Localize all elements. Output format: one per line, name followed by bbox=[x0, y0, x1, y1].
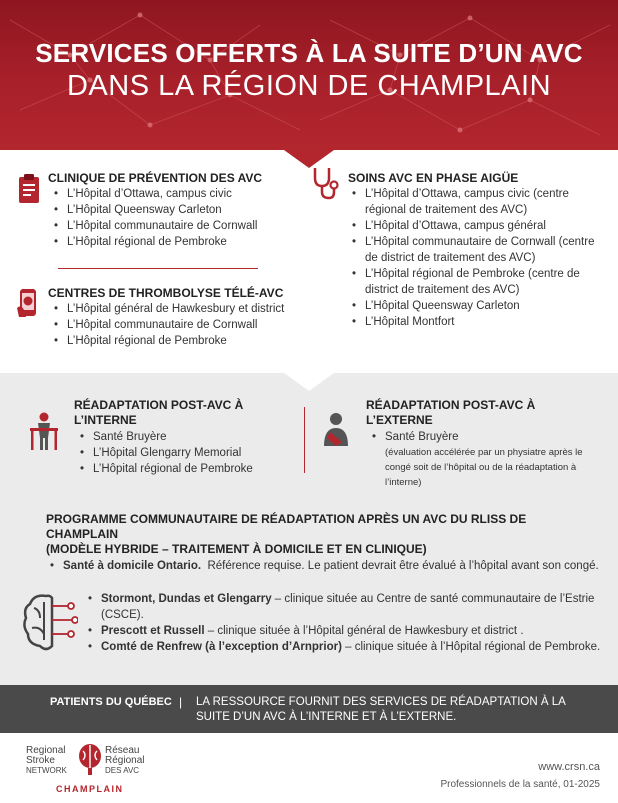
clinic-region: Stormont, Dundas et Glengarry bbox=[101, 593, 272, 605]
person-sling-icon bbox=[322, 412, 350, 448]
logo-en-1: Regional bbox=[26, 745, 66, 756]
brain-logo-icon bbox=[77, 742, 103, 776]
list-item: • L’Hôpital régional de Pembroke bbox=[54, 333, 344, 349]
quebec-text: LA RESSOURCE FOURNIT DES SERVICES DE RÉADAPTATION À LA SUITE D’UN AVC À L’INTERNE ET À L’EXTERNE. bbox=[196, 696, 566, 723]
clinic-region: Prescott et Russell bbox=[101, 625, 205, 637]
community-subtitle: (MODÈLE HYBRIDE – TRAITEMENT À DOMICILE ET EN CLINIQUE) bbox=[46, 542, 427, 556]
quebec-label: PATIENTS DU QUÉBEC bbox=[50, 696, 172, 708]
list-item: • L’Hôpital régional de Pembroke bbox=[54, 234, 304, 250]
outpatient-note: (évaluation accélérée par un physiatre après le congé soit de l’hôpital ou de la réadaptation à l’interne) bbox=[385, 447, 583, 488]
list-item: • Santé Bruyère bbox=[80, 429, 280, 445]
list-item: • L’Hôpital Montfort bbox=[352, 314, 602, 330]
title-line-1: SERVICES OFFERTS À LA SUITE D’UN AVC bbox=[35, 38, 583, 68]
divider bbox=[304, 407, 305, 473]
prevention-title: CLINIQUE DE PRÉVENTION DES AVC bbox=[48, 171, 263, 185]
telestroke-title: CENTRES DE THROMBOLYSE TÉLÉ-AVC bbox=[48, 286, 284, 300]
logo-region: CHAMPLAIN bbox=[56, 784, 124, 794]
logo-fr-1: Réseau bbox=[105, 745, 140, 756]
footer-url[interactable]: www.crsn.ca bbox=[538, 761, 600, 773]
logo-fr-3: DES AVC bbox=[105, 766, 140, 775]
list-item: • L’Hôpital Queensway Carleton bbox=[352, 298, 602, 314]
logo-en-3: NETWORK bbox=[26, 766, 67, 775]
outpatient-list bbox=[372, 429, 602, 490]
quebec-banner bbox=[0, 685, 618, 733]
list-item: • L’Hôpital régional de Pembroke bbox=[80, 461, 280, 477]
list-item bbox=[88, 639, 608, 655]
community-home bbox=[50, 558, 605, 574]
acute-title: SOINS AVC EN PHASE AIGÜE bbox=[348, 171, 519, 185]
logo bbox=[26, 742, 166, 798]
quebec-separator: | bbox=[179, 695, 183, 709]
clinic-location: – clinique située à l’Hôpital général de Hawkesbury et district . bbox=[204, 625, 524, 637]
clinic-location: – clinique située au Centre de santé communautaire de l’Estrie (CSCE). bbox=[101, 593, 595, 621]
list-item bbox=[50, 558, 605, 574]
outpatient-title: RÉADAPTATION POST-AVC À L’EXTERNE bbox=[366, 398, 536, 427]
community-clinics bbox=[88, 591, 608, 655]
footer-audience: Professionnels de la santé, 01-2025 bbox=[440, 779, 600, 790]
list-item: • L’Hôpital d’Ottawa, campus général bbox=[352, 218, 602, 234]
acute-list bbox=[352, 186, 602, 330]
list-item bbox=[88, 623, 608, 639]
list-item: • L’Hôpital d’Ottawa, campus civic (centre régional de traitement des AVC) bbox=[352, 186, 602, 218]
list-item bbox=[372, 429, 602, 490]
tablet-brain-icon bbox=[17, 288, 43, 318]
outpatient-item: Santé Bruyère bbox=[385, 431, 459, 443]
prevention-list bbox=[54, 186, 304, 250]
section-notch bbox=[284, 373, 334, 391]
list-item: • L’Hôpital général de Hawkesbury et district bbox=[54, 301, 344, 317]
divider bbox=[58, 268, 258, 269]
list-item bbox=[88, 591, 608, 623]
list-item: • L’Hôpital d’Ottawa, campus civic bbox=[54, 186, 304, 202]
walker-person-icon bbox=[28, 412, 60, 452]
logo-en-2: Stroke bbox=[26, 755, 55, 766]
telestroke-list bbox=[54, 301, 344, 349]
logo-fr-2: Régional bbox=[105, 755, 145, 766]
list-item: • L’Hôpital Queensway Carleton bbox=[54, 202, 304, 218]
stethoscope-icon bbox=[310, 166, 340, 202]
list-item: • L’Hôpital communautaire de Cornwall (centre de district de traitement des AVC) bbox=[352, 234, 602, 266]
inpatient-title: RÉADAPTATION POST-AVC À L’INTERNE bbox=[74, 398, 244, 427]
clipboard-icon bbox=[18, 174, 40, 204]
list-item: • L’Hôpital communautaire de Cornwall bbox=[54, 317, 344, 333]
list-item: • L’Hôpital communautaire de Cornwall bbox=[54, 218, 304, 234]
header-banner bbox=[0, 0, 618, 150]
brain-circuit-icon bbox=[22, 590, 78, 654]
home-care-name: Santé à domicile Ontario. bbox=[63, 560, 202, 572]
clinic-location: – clinique située à l’Hôpital régional de Pembroke. bbox=[341, 641, 601, 653]
home-care-text: Référence requise. Le patient devrait être évalué à l’hôpital avant son congé. bbox=[207, 560, 599, 572]
inpatient-list bbox=[80, 429, 280, 477]
list-item: • L’Hôpital Glengarry Memorial bbox=[80, 445, 280, 461]
list-item: • L’Hôpital régional de Pembroke (centre de district de traitement des AVC) bbox=[352, 266, 602, 298]
community-title: PROGRAMME COMMUNAUTAIRE DE RÉADAPTATION APRÈS UN AVC DU RLISS DE CHAMPLAIN bbox=[46, 512, 527, 541]
clinic-region: Comté de Renfrew (à l’exception d’Arnprior) bbox=[101, 641, 342, 653]
title-line-2: DANS LA RÉGION DE CHAMPLAIN bbox=[66, 70, 552, 102]
